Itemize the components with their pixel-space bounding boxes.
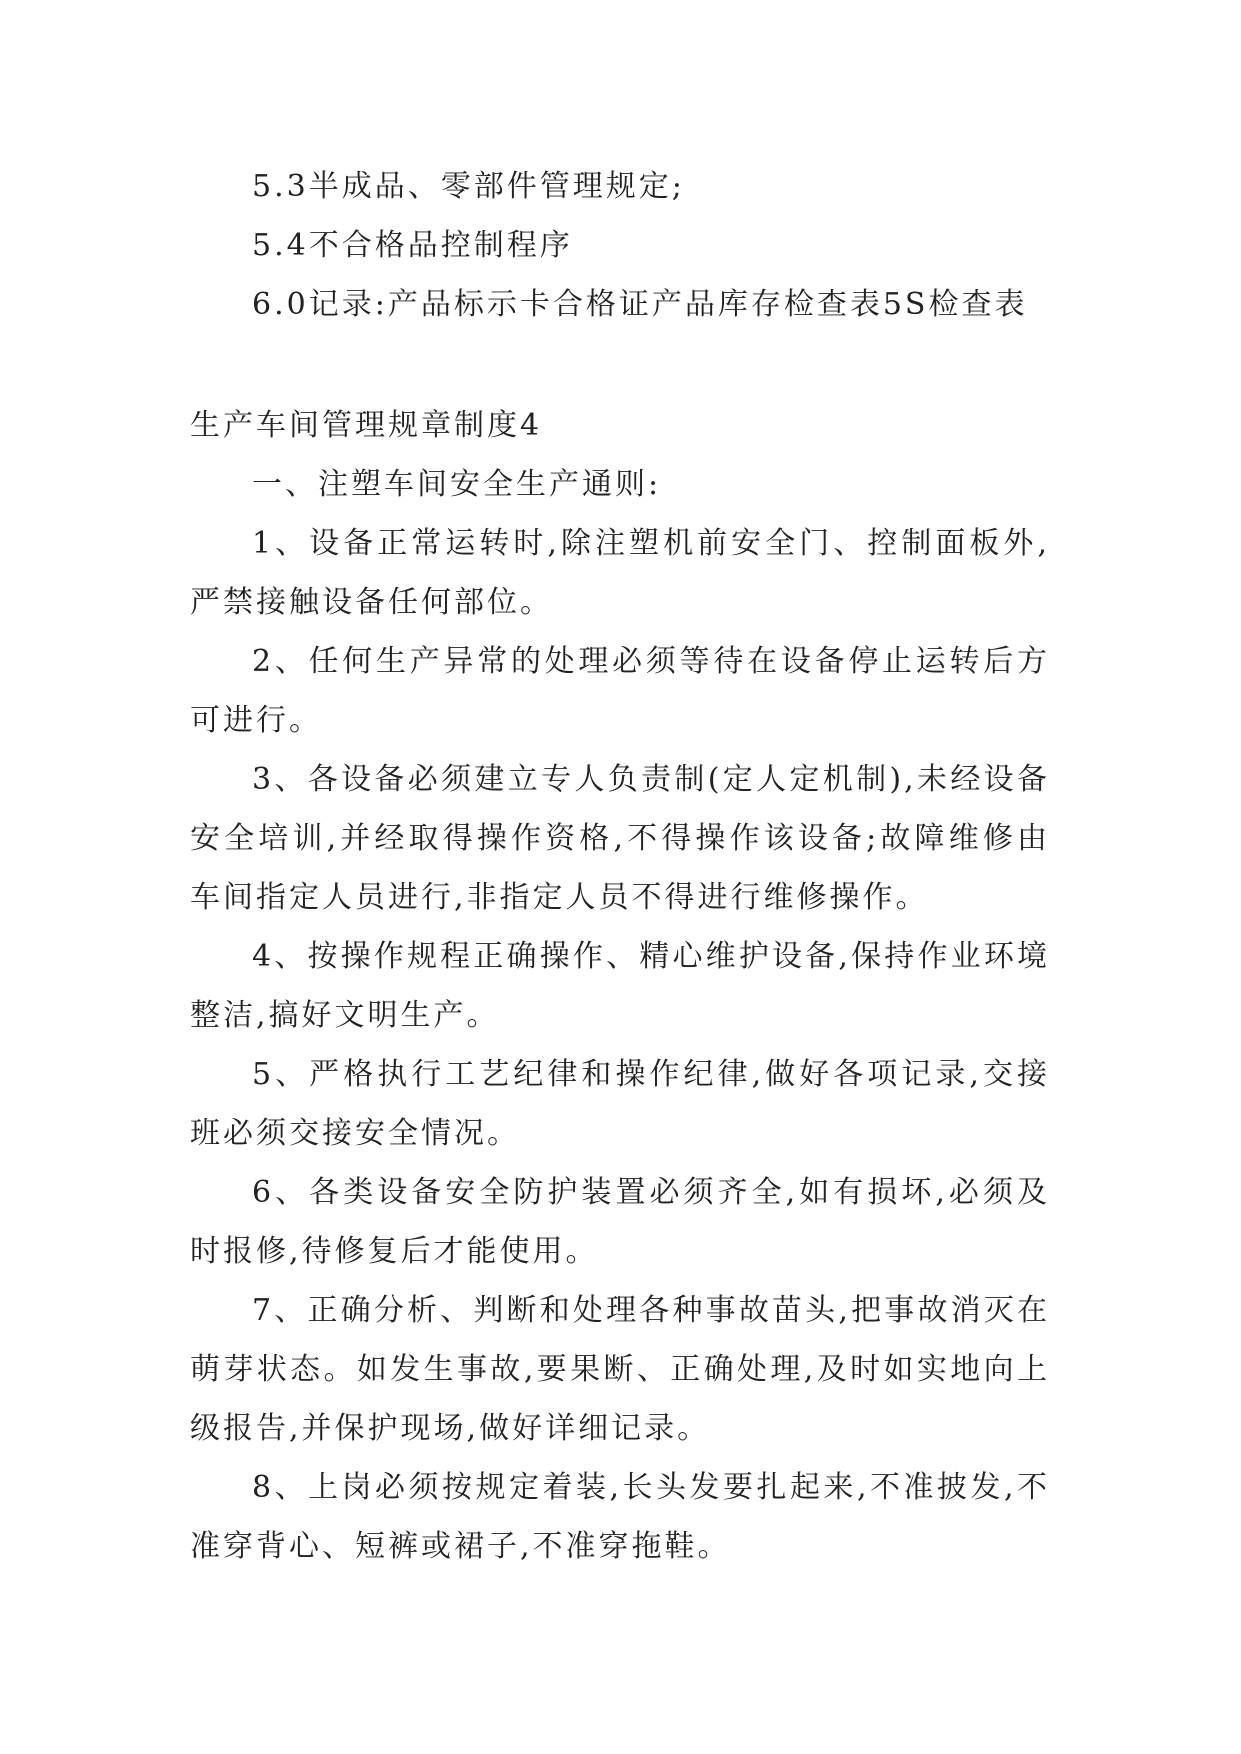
paragraph: 6、各类设备安全防护装置必须齐全,如有损坏,必须及时报修,待修复后才能使用。 [190, 1175, 1050, 1269]
paragraph: 3、各设备必须建立专人负责制(定人定机制),未经设备安全培训,并经取得操作资格,不得操作该设备;故障维修由车间指定人员进行,非指定人员不得进行维修操作。 [190, 762, 1050, 915]
list-item: 5.4不合格品控制程序 [252, 228, 573, 263]
section-heading: 一、注塑车间安全生产通则: [252, 467, 662, 502]
paragraph: 1、设备正常运转时,除注塑机前安全门、控制面板外,严禁接触设备任何部位。 [190, 526, 1050, 620]
paragraph: 8、上岗必须按规定着装,长头发要扎起来,不准披发,不准穿背心、短裤或裙子,不准穿拖鞋。 [190, 1470, 1050, 1564]
paragraph: 7、正确分析、判断和处理各种事故苗头,把事故消灭在萌芽状态。如发生事故,要果断、正确处理,及时如实地向上级报告,并保护现场,做好详细记录。 [190, 1293, 1050, 1446]
section-spacer [190, 334, 1050, 396]
section-title: 生产车间管理规章制度4 [190, 408, 543, 443]
paragraph: 5、严格执行工艺纪律和操作纪律,做好各项记录,交接班必须交接安全情况。 [190, 1057, 1050, 1151]
list-item: 5.3半成品、零部件管理规定; [252, 169, 685, 204]
list-item: 6.0记录:产品标示卡合格证产品库存检查表5S检查表 [252, 287, 1028, 322]
document-body [190, 157, 1050, 1576]
paragraph: 4、按操作规程正确操作、精心维护设备,保持作业环境整洁,搞好文明生产。 [190, 939, 1050, 1033]
paragraph: 2、任何生产异常的处理必须等待在设备停止运转后方可进行。 [190, 644, 1050, 738]
